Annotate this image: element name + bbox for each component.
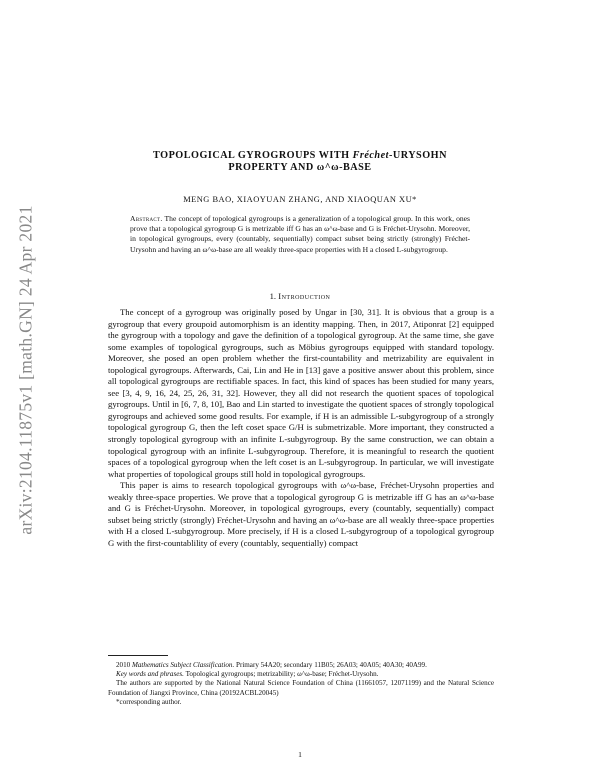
- abstract-text: The concept of topological gyrogroups is a generalization of a topological group. In this work, ones prove that a topological gyrogroup G is metrizable iff G has an ω^ω-base and G is Fréchet-Urysohn. Moreover, in topological gyrogroups, every (countably, sequentially) compact subset being strictly (strongly) Fréchet-Urysohn and having an ω^ω-base are all weakly three-space properties with H a closed L-subgyrogroup.: [130, 214, 470, 254]
- author-list: MENG BAO, XIAOYUAN ZHANG, AND XIAOQUAN XU*: [183, 195, 417, 204]
- footnote-keywords: Key words and phrases. Topological gyrogroups; metrizability; ω^ω-base; Fréchet-Urysohn.: [116, 670, 379, 679]
- footnote-rule: [108, 655, 168, 656]
- page-number: 1: [298, 750, 302, 759]
- paragraph: This paper is aims to research topological gyrogroups with ω^ω-base, Fréchet-Urysohn properties and weakly three-space properties. We prove that a topological gyrogroup G is metrizable iff G has an ω^ω-base and G is Fréchet-Urysohn. Moreover, in topological gyrogroups, every (countably, sequentially) compact subset being strictly (strongly) Fréchet-Urysohn and having an ω^ω-base are all weakly three-space properties with H a closed L-subgyrogroup. More precisely, if H is a closed L-subgyrogroup of a topological gyrogroup G with the first-countablility of every (countably, sequentially) compact: [108, 480, 494, 548]
- footnote-funding: The authors are supported by the National Natural Science Foundation of China (11661057, 12071199) and the Natural Science Foundation of Jiangxi Province, China (20192ACBL20045): [108, 679, 494, 697]
- body-text: [108, 307, 494, 549]
- abstract: [130, 214, 470, 255]
- section-heading: [100, 291, 500, 301]
- footnote-corresponding: *corresponding author.: [116, 697, 182, 706]
- title-line-2: PROPERTY AND ω^ω-BASE: [228, 162, 372, 173]
- arxiv-stamp: [12, 180, 40, 560]
- footnote-msc: 2010 Mathematics Subject Classification. Primary 54A20; secondary 11B05; 26A03; 40A05; 40A30; 40A99.: [116, 661, 427, 669]
- arxiv-stamp-text: arXiv:2104.11875v1 [math.GN] 24 Apr 2021: [15, 205, 36, 535]
- paragraph: The concept of a gyrogroup was originally posed by Ungar in [30, 31]. It is obvious that a group is a gyrogroup that every groupoid automorphism is an identity mapping. Then, in 2017, Atiponrat [2] equipped the gyrogroup with a topology and gave the definition of a topological gyrogroup. At the same time, she gave some examples of topological gyrogroups, such as Möbius gyrogroups equipped with standard topology. Moreover, she posed an open problem whether the first-countability and metrizability are equivalent in topological gyrogroups. Afterwards, Cai, Lin and He in [13] gave a positive answer about this problem, since all topological gyrogroups are rectifiable spaces. In fact, this kind of spaces has been studied for many years, see [3, 4, 9, 16, 24, 25, 26, 31, 32]. However, they all did not research the quotient spaces of topological gyrogroups. Until in [6, 7, 8, 10], Bao and Lin started to investigate the quotient spaces of strongly topological gyrogroups and achieved some good results. For example, if H is an admissible L-subgyrogroup of a strongly topological gyrogroup G, then the left coset space G/H is submetrizable. More important, they constructed a strongly topological gyrogroup with an infinite L-subgyrogroup. By the same construction, we can obtain a topological gyrogroup with an infinite L-subgyrogroup. Therefore, it is meaningful to research the quotient spaces of a topological gyrogroup when the left coset is an L-subgyrogroup. In particular, we will investigate what properties of topological groups still hold in topological gyrogroups.: [108, 307, 494, 479]
- footnotes: [108, 661, 494, 707]
- section-number: 1.: [269, 291, 277, 301]
- abstract-label: Abstract.: [130, 214, 163, 223]
- section-title: Introduction: [278, 291, 331, 301]
- paper-title: [100, 150, 500, 174]
- title-line-1: TOPOLOGICAL GYROGROUPS WITH Fréchet-URYSOHN: [153, 150, 447, 161]
